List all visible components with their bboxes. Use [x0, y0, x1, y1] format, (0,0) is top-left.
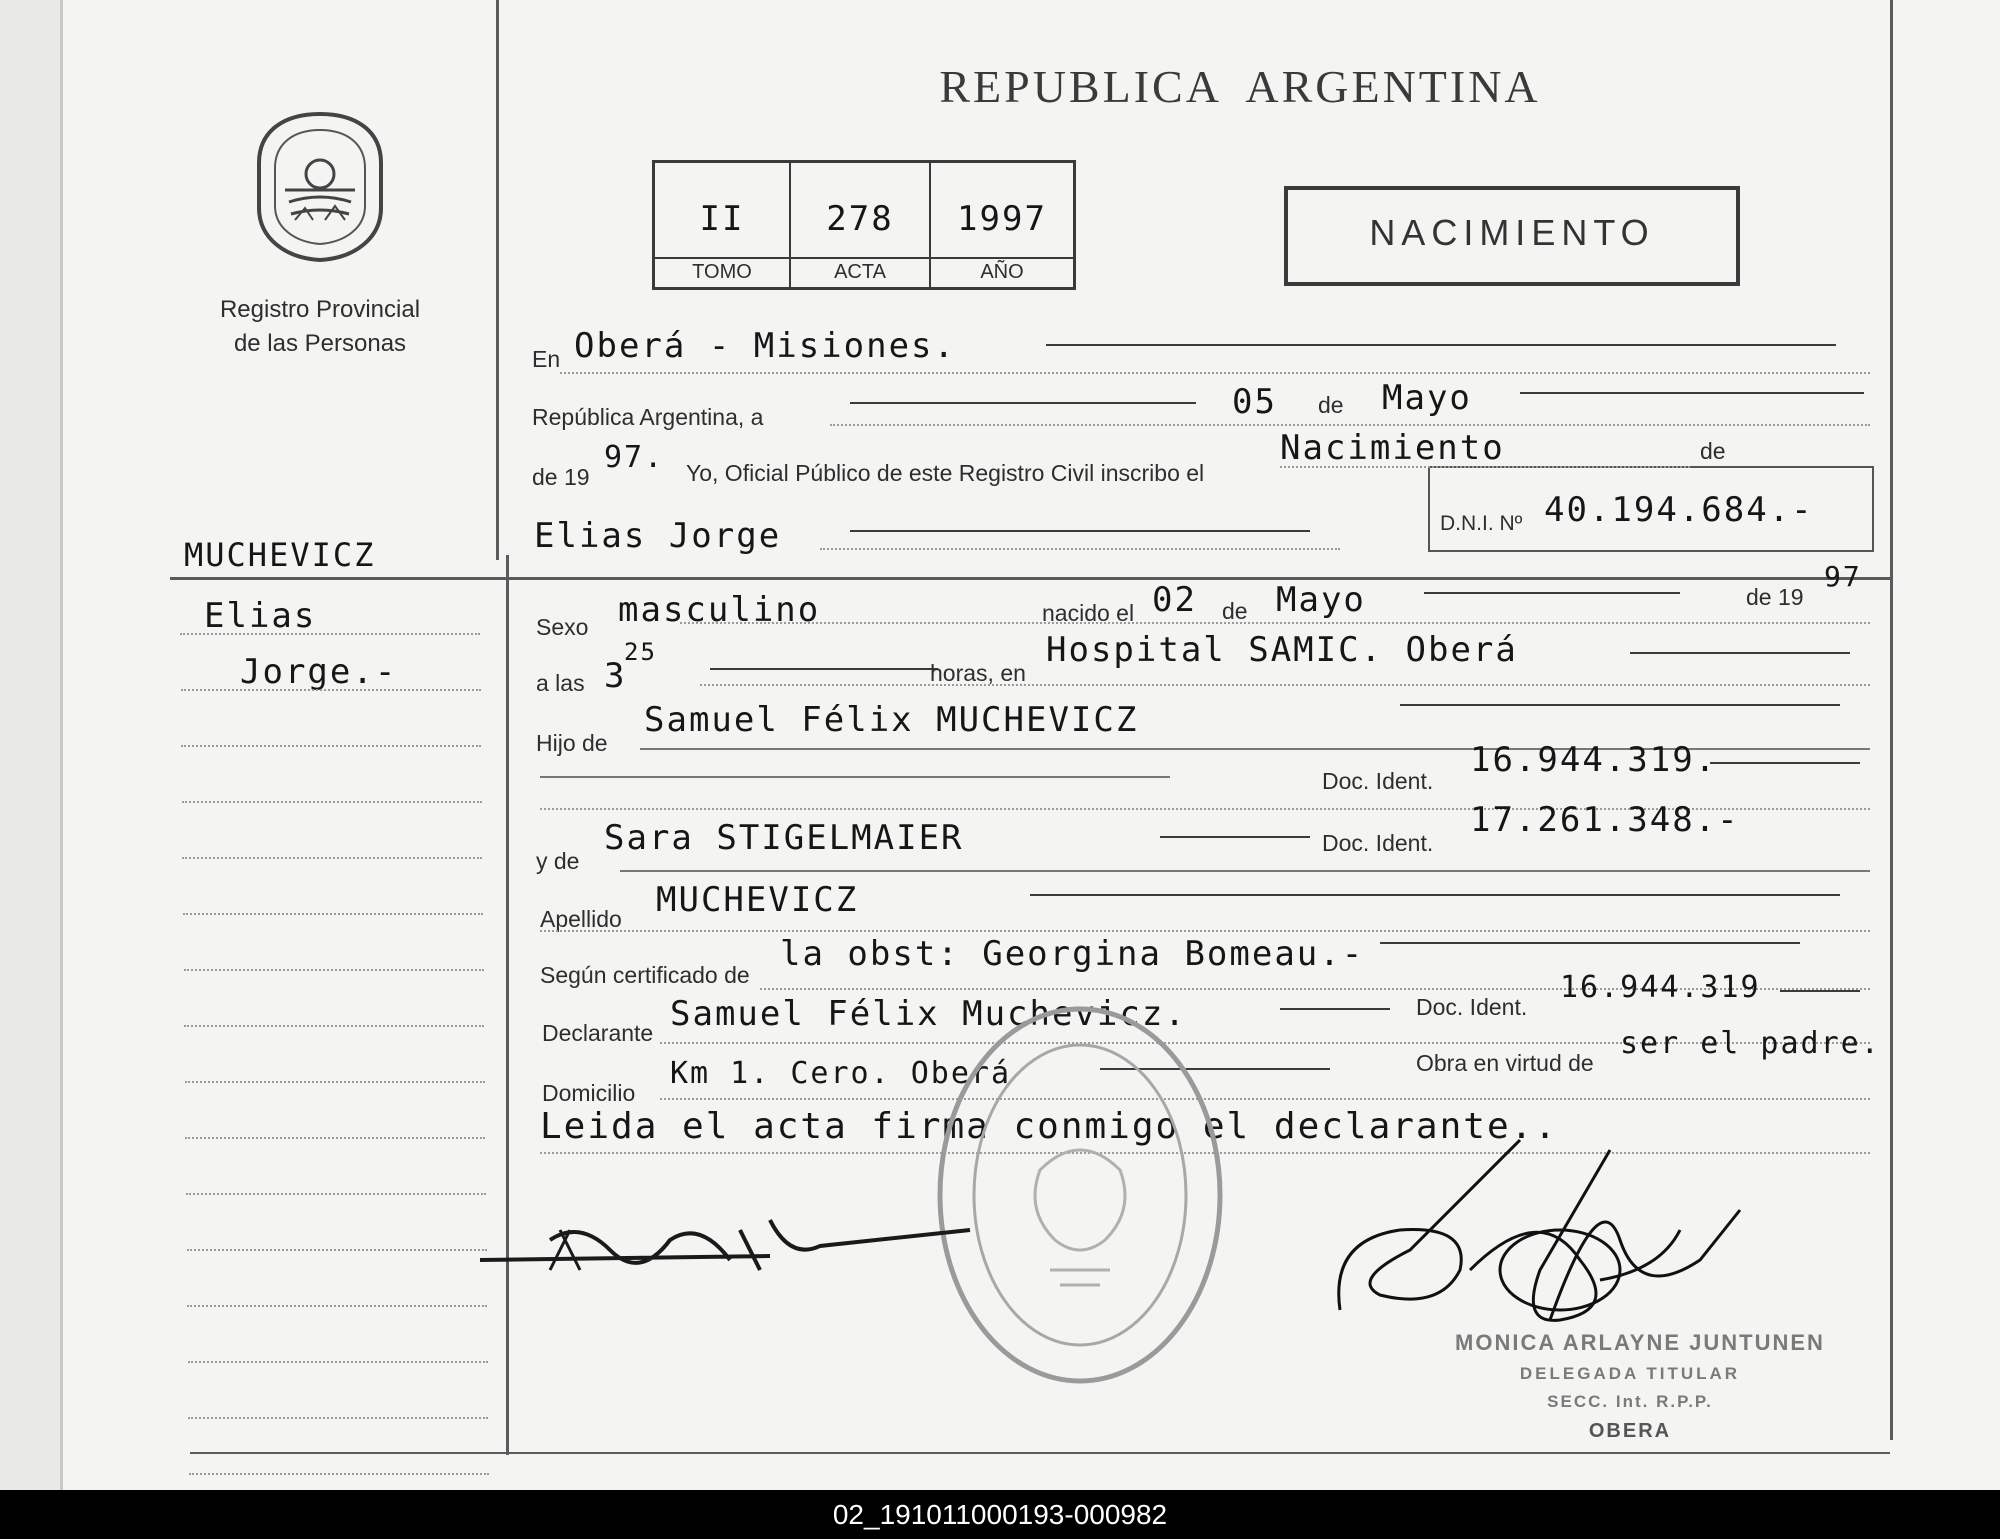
- margin-dotted-line: [188, 1417, 488, 1419]
- dotted-line: [560, 372, 1870, 374]
- place-of-registration-value[interactable]: Oberá - Misiones.: [574, 326, 956, 366]
- margin-dotted-line: [187, 1249, 487, 1251]
- sexo-label: Sexo: [536, 614, 589, 640]
- fill-line: [1710, 762, 1860, 764]
- birth-place-value[interactable]: Hospital SAMIC. Oberá: [1046, 630, 1518, 670]
- declarant-doc-value[interactable]: 16.944.319: [1560, 970, 1761, 1005]
- birth-day-value[interactable]: 02: [1152, 580, 1197, 620]
- fill-line: [1280, 1008, 1390, 1010]
- fill-line: [1046, 344, 1836, 346]
- father-doc-label: Doc. Ident.: [1322, 768, 1434, 794]
- margin-given-name-1: Elias: [204, 596, 317, 636]
- image-id-footer: 02_191011000193-000982: [0, 1490, 2000, 1539]
- province-seal-icon: [245, 108, 395, 266]
- hijo-de-label: Hijo de: [536, 730, 608, 756]
- fill-line: [850, 402, 1196, 404]
- de-label-3: de: [1222, 598, 1248, 624]
- official-section: SECC. Int. R.P.P.: [1547, 1392, 1713, 1411]
- oficial-text: Yo, Oficial Público de este Registro Civil inscribo el: [686, 460, 1205, 486]
- republica-label: República Argentina, a: [532, 404, 764, 430]
- mother-doc-label: Doc. Ident.: [1322, 830, 1434, 856]
- official-name: MONICA ARLAYNE JUNTUNEN: [1455, 1330, 1825, 1355]
- fill-line: [1520, 392, 1864, 394]
- margin-dotted-line: [185, 1081, 485, 1083]
- horas-label: horas, en: [930, 660, 1026, 686]
- official-stamp-icon: [930, 1000, 1230, 1390]
- margin-dotted-line: [184, 1025, 484, 1027]
- a-las-label: a las: [536, 670, 585, 696]
- registration-day-value[interactable]: 05: [1232, 382, 1277, 422]
- margin-divider-upper: [496, 0, 499, 560]
- margin-dotted-line: [183, 913, 483, 915]
- y-de-label: y de: [536, 848, 580, 874]
- margin-dotted-line: [182, 801, 482, 803]
- father-name-value[interactable]: Samuel Félix MUCHEVICZ: [644, 700, 1139, 740]
- de-label: de: [1318, 392, 1344, 418]
- fill-line: [850, 530, 1310, 532]
- en-label: En: [532, 346, 561, 372]
- margin-dotted-line: [185, 1137, 485, 1139]
- de19-label-2: de 19: [1746, 584, 1804, 610]
- registration-month-value[interactable]: Mayo: [1382, 378, 1472, 418]
- registration-year-value[interactable]: 97.: [604, 440, 665, 475]
- birth-year-value[interactable]: 97: [1824, 560, 1862, 593]
- fill-line: [710, 668, 938, 670]
- de-label-2: de: [1700, 438, 1726, 464]
- fill-line: [1400, 704, 1840, 706]
- margin-dotted-line: [186, 1193, 486, 1195]
- tomo-label: TOMO: [692, 261, 752, 283]
- mother-name-value[interactable]: Sara STIGELMAIER: [604, 818, 964, 858]
- sex-value[interactable]: masculino: [618, 590, 821, 630]
- obra-value[interactable]: ser el padre.: [1620, 1026, 1881, 1061]
- mother-doc-value[interactable]: 17.261.348.-: [1470, 800, 1740, 840]
- fill-line: [620, 870, 1870, 872]
- fill-line: [1380, 942, 1800, 944]
- ano-value: 1997: [957, 199, 1047, 239]
- margin-dotted-line: [182, 857, 482, 859]
- birth-certificate-page: [60, 0, 2000, 1490]
- margin-dotted-line: [181, 745, 481, 747]
- bottom-rule: [190, 1452, 1890, 1454]
- apellido-label: Apellido: [540, 906, 622, 932]
- acta-value: 278: [826, 199, 894, 239]
- de19-label: de 19: [532, 464, 590, 490]
- record-number-box: [652, 160, 1076, 290]
- margin-dotted-line: [180, 633, 480, 635]
- dotted-line: [1280, 466, 1690, 468]
- fill-line: [540, 776, 1170, 778]
- nacido-label: nacido el: [1042, 600, 1135, 626]
- dni-value[interactable]: 40.194.684.-: [1544, 490, 1814, 530]
- fill-line: [1030, 894, 1840, 896]
- dotted-line: [680, 622, 1870, 624]
- official-title: DELEGADA TITULAR: [1519, 1364, 1741, 1383]
- dotted-line: [660, 1098, 1870, 1100]
- record-type-box: [1284, 186, 1740, 286]
- fill-line: [1160, 836, 1310, 838]
- margin-given-name-2: Jorge.-: [240, 652, 398, 692]
- domicilio-label: Domicilio: [542, 1080, 636, 1106]
- surname-value[interactable]: MUCHEVICZ: [656, 880, 859, 920]
- certificate-value[interactable]: la obst: Georgina Bomeau.-: [780, 934, 1365, 974]
- registry-name-line1: Registro Provincial: [219, 296, 421, 323]
- margin-dotted-line: [184, 969, 484, 971]
- tomo-value: II: [699, 199, 745, 239]
- fill-line: [1780, 990, 1860, 992]
- declarante-label: Declarante: [542, 1020, 654, 1046]
- declarant-value[interactable]: Samuel Félix Muchevicz.: [670, 994, 1187, 1034]
- fill-line: [1424, 592, 1680, 594]
- dni-label: D.N.I. Nº: [1440, 512, 1523, 535]
- child-name-value[interactable]: Elias Jorge: [534, 516, 782, 556]
- margin-divider-lower: [506, 555, 509, 1455]
- margin-dotted-line: [181, 689, 481, 691]
- margin-surname: MUCHEVICZ: [184, 536, 376, 574]
- segun-label: Según certificado de: [540, 962, 750, 988]
- margin-dotted-line: [189, 1473, 489, 1475]
- page-fold: [60, 0, 63, 1490]
- dotted-line: [820, 548, 1340, 550]
- inscribo-value[interactable]: Nacimiento: [1280, 428, 1505, 468]
- record-type-label: NACIMIENTO: [1369, 212, 1655, 253]
- obra-label: Obra en virtud de: [1416, 1050, 1594, 1076]
- fill-line: [1630, 652, 1850, 654]
- closing-statement: Leida el acta firma conmigo el declarante..: [540, 1106, 1558, 1147]
- dotted-line: [700, 684, 1870, 686]
- birth-hour-value[interactable]: 3: [604, 656, 627, 696]
- father-doc-value[interactable]: 16.944.319.: [1470, 740, 1718, 780]
- name-row-rule: [170, 577, 1892, 580]
- margin-dotted-line: [188, 1361, 488, 1363]
- official-signature-icon: [1320, 1120, 1790, 1350]
- acta-label: ACTA: [834, 261, 886, 283]
- declarant-doc-label: Doc. Ident.: [1416, 994, 1528, 1020]
- registry-name-line2: de las Personas: [233, 330, 407, 357]
- margin-dotted-line: [187, 1305, 487, 1307]
- birth-minute-value[interactable]: 25: [624, 638, 657, 666]
- dotted-line: [830, 424, 1870, 426]
- dotted-line: [540, 930, 1870, 932]
- ano-label: AÑO: [980, 261, 1024, 283]
- official-city: OBERA: [1588, 1420, 1672, 1442]
- right-frame: [1890, 0, 1893, 1440]
- address-value[interactable]: Km 1. Cero. Oberá: [670, 1056, 1012, 1091]
- birth-month-value[interactable]: Mayo: [1276, 580, 1366, 620]
- country-title: REPUBLICA ARGENTINA: [939, 61, 1541, 112]
- declarant-signature-icon: [470, 1200, 990, 1290]
